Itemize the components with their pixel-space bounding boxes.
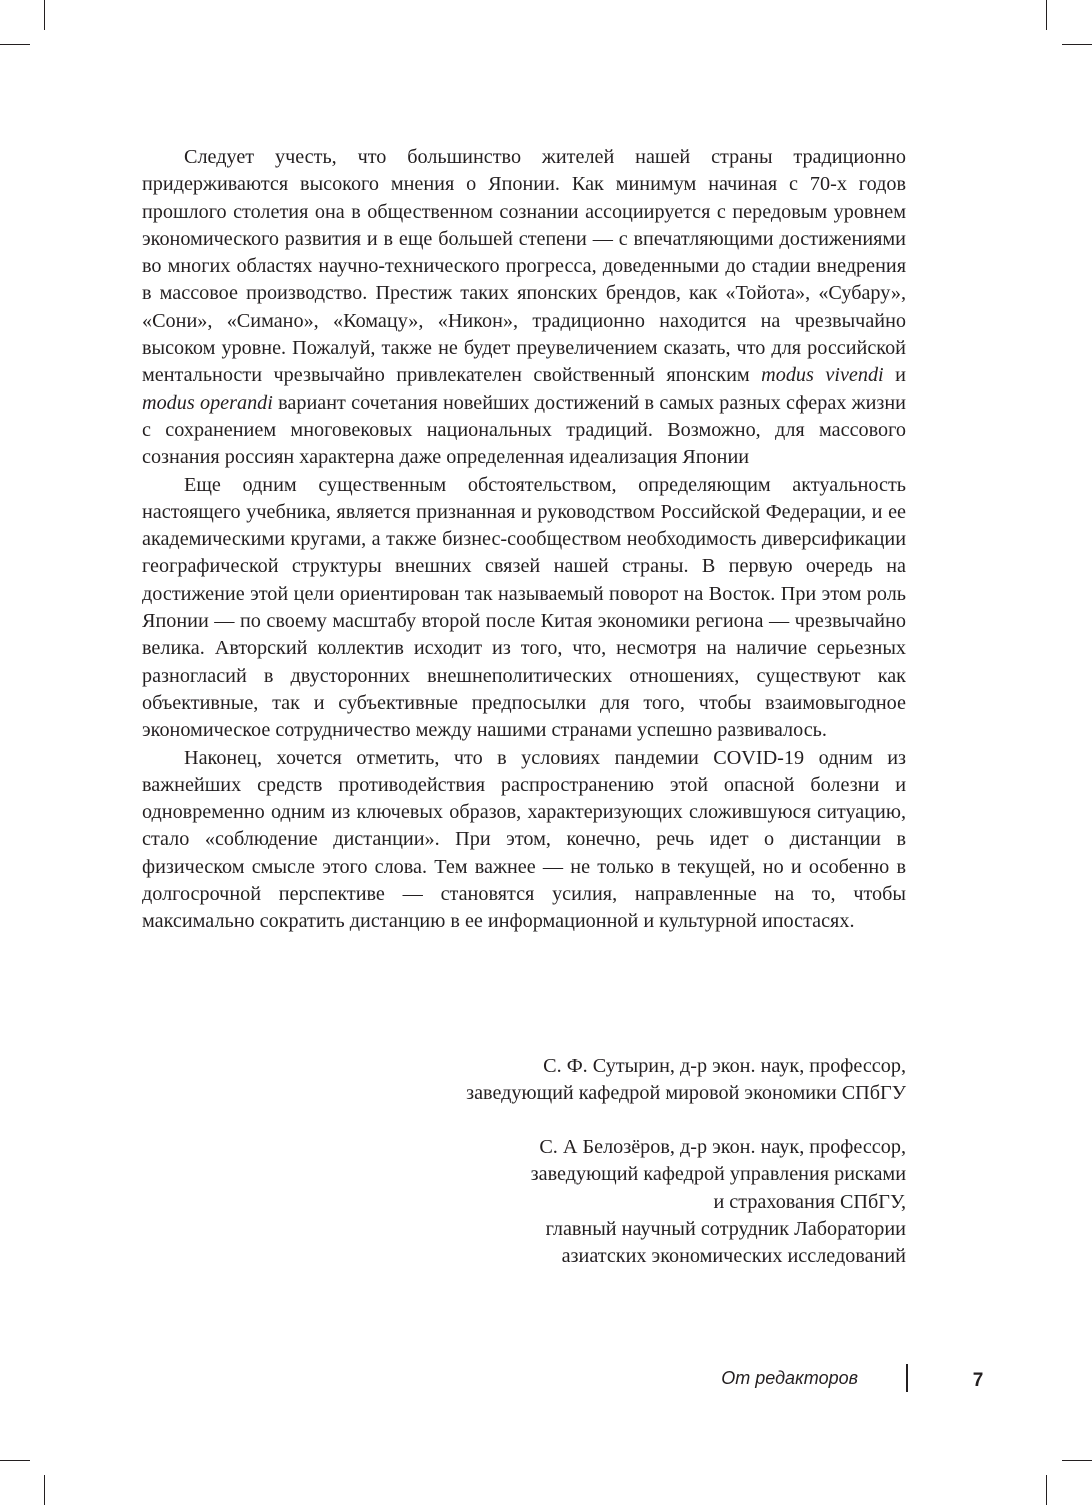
signature-line: С. А Белозёров, д-р экон. наук, профессор, bbox=[539, 1136, 906, 1158]
paragraph-1-part: вариант сочетания новейших достижений в самых разных сферах жизни с сохранением многовековых национальных традиций. Возможно, для массового сознания россиян характерна даже определенная идеализация Японии bbox=[142, 391, 906, 469]
paragraph-1-part: Следует учесть, что большинство жителей нашей страны традиционно придерживаются высокого мнения о Японии. Как минимум начиная с 70-х годов прошлого столетия она в общественном сознании ассоциируется с передовым уровнем экономического развития и в еще большей степени — с впечатляющими достижениями во многих областях научно-технического прогресса, доведенными до стадии внедрения в массовое производство. Престиж таких японских брендов, как «Тойота», «Субару», «Сони», «Симано», «Комацу», «Никон», традиционно находится на чрезвычайно высоком уровне. Пожалуй, также не будет преувеличением сказать, что для российской ментальности чрезвычайно привлекателен свойственный японским bbox=[142, 146, 906, 387]
signature-line: азиатских экономических исследований bbox=[561, 1245, 906, 1268]
signature-line: и страхования СПбГУ, bbox=[713, 1190, 906, 1213]
paragraph-1-part: и bbox=[883, 364, 906, 387]
signature-sutyrin bbox=[266, 1053, 906, 1108]
signature-line: главный научный сотрудник Лаборатории bbox=[545, 1217, 906, 1240]
signature-line: С. Ф. Сутырин, д-р экон. наук, профессор, bbox=[543, 1055, 906, 1077]
signature-line: заведующий кафедрой управления рисками bbox=[530, 1163, 906, 1186]
crop-mark bbox=[0, 44, 30, 45]
running-footer-title: От редакторов bbox=[721, 1368, 858, 1388]
crop-mark bbox=[1062, 1460, 1092, 1461]
signature-belozerov bbox=[266, 1134, 906, 1270]
crop-mark bbox=[1046, 0, 1047, 30]
signature-line: заведующий кафедрой мировой экономики СПбГУ bbox=[466, 1082, 906, 1105]
crop-mark bbox=[44, 1475, 45, 1505]
italic-phrase: modus operandi bbox=[142, 391, 273, 414]
page-number: 7 bbox=[972, 1370, 984, 1391]
crop-mark bbox=[1062, 44, 1092, 45]
crop-mark bbox=[44, 0, 45, 30]
paragraph-2: Еще одним существенным обстоятельством, определяющим актуальность настоящего учебника, является признанная и руководством Российской Федерации, и ее академическими кругами, а также бизнес-сообществом необходимость диверсификации географической структуры внешних связей нашей страны. В первую очередь на достижение этой цели ориентирован так называемый поворот на Восток. При этом роль Японии — по своему масштабу второй после Китая экономики региона — чрезвычайно велика. Авторский коллектив исходит из того, что, несмотря на наличие серьезных разногласий в двусторонних внешнеполитических отношениях, существуют как объективные, так и субъективные предпосылки для того, чтобы взаимовыгодное экономическое сотрудничество между нашими странами успешно развивалось. bbox=[142, 473, 906, 742]
italic-phrase: modus vivendi bbox=[761, 364, 884, 387]
paragraph-1 bbox=[142, 144, 906, 472]
body-text bbox=[142, 144, 906, 936]
paragraph-3: Наконец, хочется отметить, что в условиях пандемии COVID-19 одним из важнейших средств противодействия распространению этой опасной болезни и одновременно одним из ключевых образов, характеризующих сложившуюся ситуацию, стало «соблюдение дистанции». При этом, конечно, речь идет о дистанции в физическом смысле этого слова. Тем важнее — не только в текущей, но и особенно в долгосрочной перспективе — становятся усилия, направленные на то, чтобы максимально сократить дистанцию в ее информационной и культурной ипостасях. bbox=[142, 746, 906, 933]
footer-divider bbox=[906, 1364, 908, 1392]
crop-mark bbox=[1046, 1475, 1047, 1505]
crop-mark bbox=[0, 1460, 30, 1461]
